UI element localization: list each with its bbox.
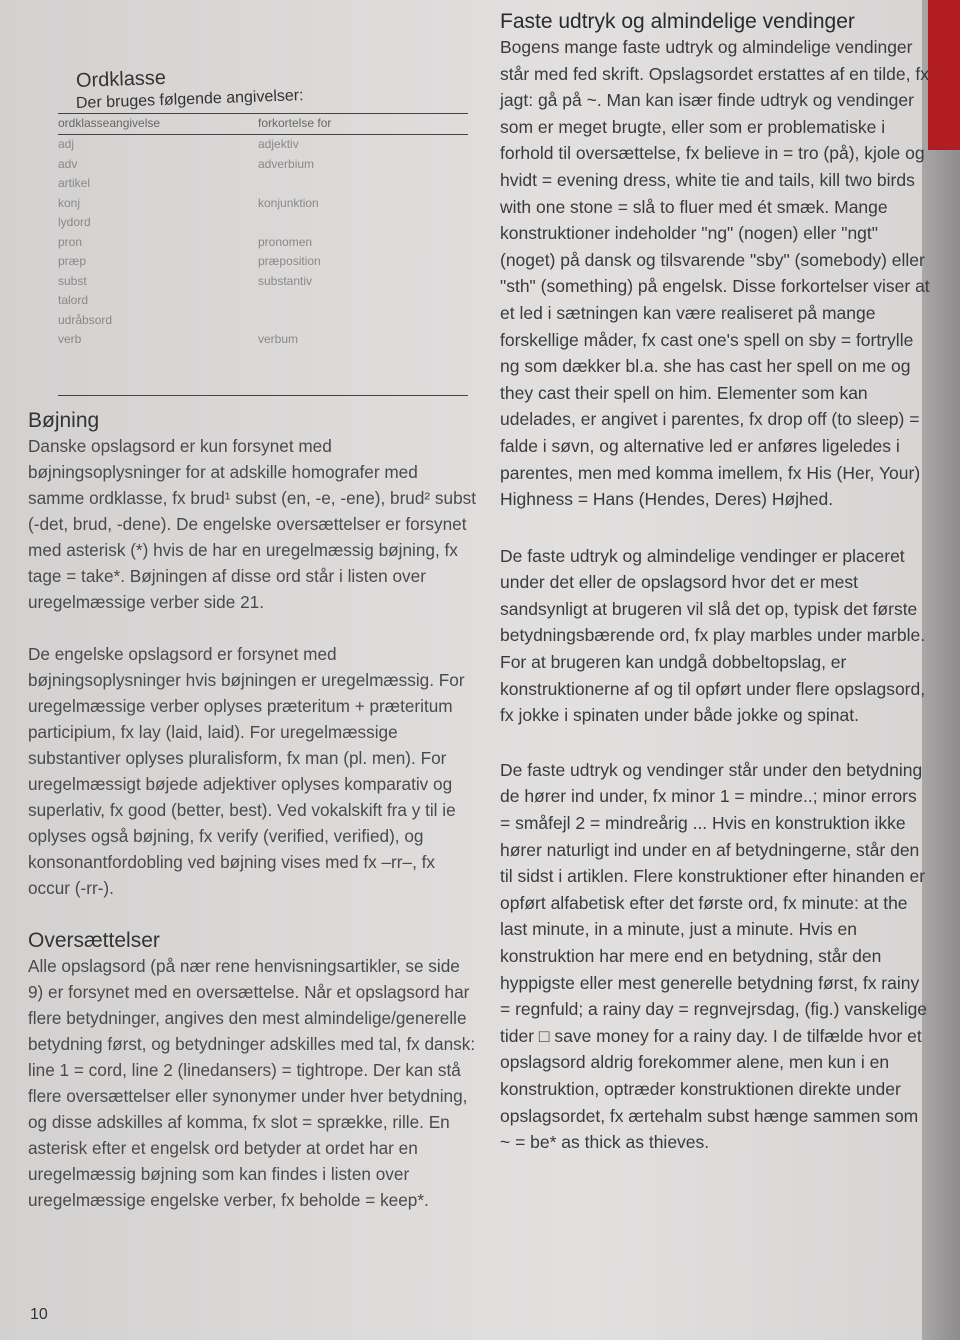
faste-udtryk-paragraph-1: Bogens mange faste udtryk og almindelige vendinger står med fed skrift. Opslagsordet erstattes af en tilde, fx jagt: gå på ~. Man kan især finde udtryk og vendinger som er meget brugte, eller som er problematiske i forhold til oversættelse, fx believe in = tro (på), kjole og hvidt = evening dress, white tie and tails, kill two birds with one stone = slå to fluer med ét smæk. Mange konstruktioner indeholder "ng" (nogen) eller "ngt" (noget) på dansk og tilsvarende "sby" (somebody) eller "sth" (something) på engelsk. Disse forkortelser viser at et led i sætningen kan være realiseret på mange forskellige måder, fx cast one's spell on sby = fortrylle ng som dækker bl.a. she has cast her spell on me og they cast their spell on him. Elementer som kan udelades, er angivet i parentes, fx drop off (to sleep) = falde i søvn, og alternative led er anføres ligeledes i parentes, men med komma imellem, fx His (Her, Your) Highness = Hans (Hendes, Deres) Højhed. [500, 37, 930, 510]
table-cell-meaning: adjektiv [258, 137, 299, 151]
table-row [58, 196, 468, 216]
section-boejning [28, 409, 478, 901]
table-row [58, 332, 468, 352]
table-bottom-rule [58, 395, 468, 396]
right-column [500, 10, 930, 1156]
table-row [58, 274, 468, 294]
table-cell-abbrev: pron [58, 234, 83, 249]
table-cell-abbrev: lydord [58, 215, 91, 229]
section-oversaettelser [28, 929, 478, 1213]
table-cell-abbrev: subst [58, 273, 87, 288]
table-row [58, 293, 468, 313]
table-title: Ordklasse [75, 66, 167, 92]
page-number: 10 [30, 1306, 48, 1323]
table-cell-meaning: verbum [258, 332, 299, 346]
table-cell-meaning: konjunktion [258, 195, 319, 210]
section-title-boejning: Bøjning [28, 409, 100, 432]
table-cell-abbrev: præp [58, 254, 87, 268]
table-cell-abbrev: udråbsord [58, 312, 113, 327]
table-row [58, 235, 468, 255]
table-row [58, 313, 468, 333]
table-row [58, 254, 468, 274]
table-cell-meaning: præposition [258, 254, 321, 268]
table-cell-abbrev: talord [58, 293, 89, 307]
table-cell-abbrev: verb [58, 332, 82, 346]
table-body [58, 137, 468, 352]
faste-udtryk-paragraph-2: De faste udtryk og almindelige vendinger er placeret under det eller de opslagsord hvor det er mest sandsynligt at brugeren vil slå det op, typisk det første betydningsbærende ord, fx play marbles under marble. For at brugeren kan undgå dobbeltopslag, er konstruktionerne af og til opført under flere opslagsord, fx jokke i spinaten under både jokke og spinat. [500, 545, 926, 726]
table-cell-abbrev: adv [58, 156, 78, 171]
table-row [58, 137, 468, 157]
faste-udtryk-paragraph-3: De faste udtryk og vendinger står under den betydning de hører ind under, fx minor 1 = mindre..; minor errors = småfejl 2 = mindreårig ... Hvis en konstruktion ikke hører naturligt ind under en af betydningerne, står den til sidst i artiklen. Flere konstruktioner efter hinanden er opført alfabetisk efter det første ord, fx minute: at the last minute, in a minute, just a minute. Hvis en konstruktion har mere end en betydning, står den hyppigste eller mest generelle betydning først, fx rainy = regnfuld; a rainy day = regnvejrsdag, (fig.) vanskelige tider □ save money for a rainy day. I de tilfælde hvor et opslagsord aldrig forekommer alene, men kun i en konstruktion, optræder konstruktionen direkte under opslagsordet, fx ærtehalm subst hænge sammen som ~ = be* as thick as thieves. [500, 759, 928, 1153]
section-title-faste-udtryk: Faste udtryk og almindelige vendinger [500, 10, 855, 33]
table-row [58, 157, 468, 177]
table-cell-meaning: adverbium [258, 156, 315, 171]
boejning-paragraph-2: De engelske opslagsord er forsynet med bøjningsoplysninger hvis bøjningen er uregelmæssig. For uregelmæssige verber oplyses præteritum + præteritum participium, fx lay (laid, laid). For uregelmæssige substantiver oplyses pluralisform, fx man (pl. men). For uregelmæssigt bøjede adjektiver oplyses komparativ og superlativ, fx good (better, best). Ved vokalskift fra y til ie oplyses også bøjning, fx verify (verified, verified), og konsonantfordobling ved bøjning vises med fx –rr–, fx occur (-rr-). [28, 644, 465, 898]
table-cell-abbrev: adj [58, 137, 75, 151]
oversaettelser-paragraph-1: Alle opslagsord (på nær rene henvisningsartikler, se side 9) er forsynet med en oversættelse. Når et opslagsord har flere betydninger, angives den mest almindelige/generelle betydning først, og betydninger adskilles med tal, fx dansk: line 1 = cord, line 2 (linedansers) = tightrope. Der kan stå flere oversættelser eller synonymer under hver betydning, og disse adskilles af komma, fx slot = sprække, rille. En asterisk efter et engelsk ord betyder at ordet har en uregelmæssig bøjning som kan findes i listen over uregelmæssige engelske verber, fx beholde = keep*. [28, 956, 476, 1210]
boejning-paragraph-1: Danske opslagsord er kun forsynet med bøjningsoplysninger for at adskille homografer med samme ordklasse, fx brud¹ subst (en, -e, -ene), brud² subst (-det, brud, -dene). De engelske oversættelser er forsynet med asterisk (*) hvis de har en uregelmæssig bøjning, fx tage = take*. Bøjningen af disse ord står i listen over uregelmæssige verber side 21. [28, 436, 477, 612]
left-column [28, 60, 478, 1213]
red-tab [928, 0, 960, 150]
table-cell-abbrev: artikel [58, 176, 91, 190]
table-cell-abbrev: konj [58, 195, 81, 210]
table-header-col2: forkortelse for [258, 116, 332, 130]
table-header [58, 113, 468, 135]
table-cell-meaning: substantiv [258, 273, 313, 288]
table-cell-meaning: pronomen [258, 234, 313, 249]
table-row [58, 215, 468, 235]
table-row [58, 176, 468, 196]
table-header-col1: ordklasseangivelse [58, 116, 161, 130]
word-class-table [58, 113, 468, 373]
table-subtitle: Der bruges følgende angivelser: [75, 87, 304, 112]
section-title-oversaettelser: Oversættelser [28, 929, 160, 952]
